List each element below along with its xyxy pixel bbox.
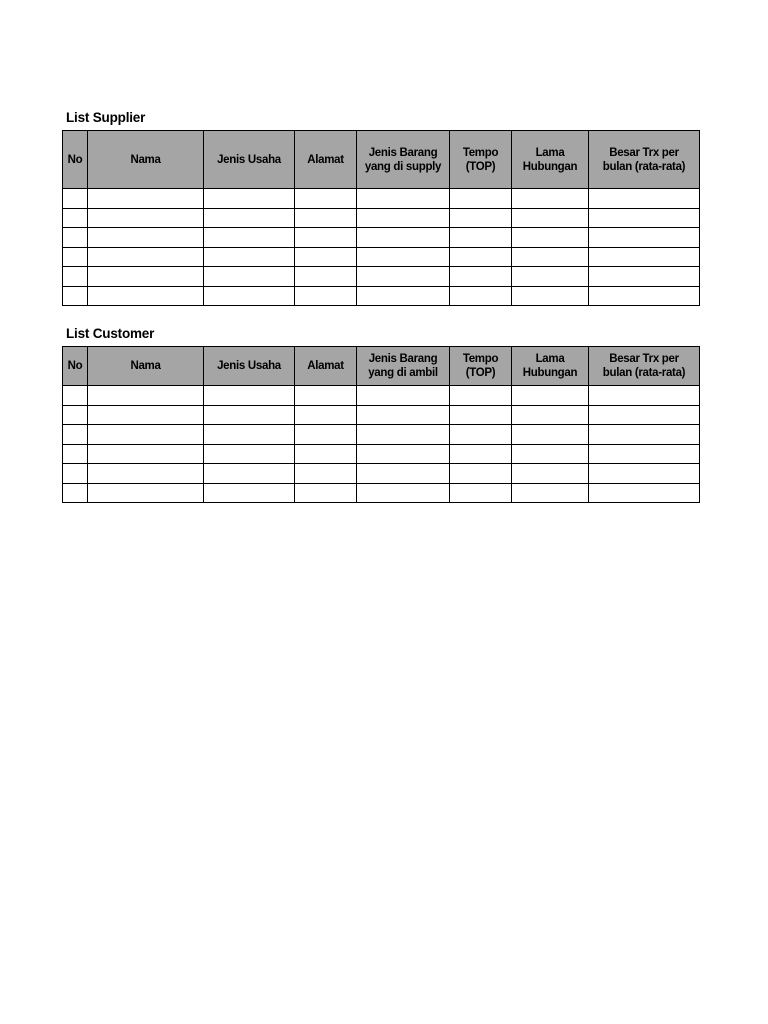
empty-cell[interactable] [295,228,357,248]
customer-section-title: List Customer [66,326,155,341]
empty-cell[interactable] [589,247,700,267]
empty-cell[interactable] [512,425,589,445]
header-jenis-barang: Jenis Barang yang di supply [357,131,450,189]
table-row [63,247,700,267]
customer-header-row [63,347,700,386]
empty-cell[interactable] [589,286,700,306]
empty-cell[interactable] [88,405,204,425]
empty-cell[interactable] [88,483,204,503]
empty-cell[interactable] [204,189,295,209]
header-jenis-usaha: Jenis Usaha [204,131,295,189]
empty-cell[interactable] [63,483,88,503]
empty-cell[interactable] [63,267,88,287]
empty-cell[interactable] [512,247,589,267]
empty-cell[interactable] [589,483,700,503]
empty-cell[interactable] [450,483,512,503]
empty-cell[interactable] [295,247,357,267]
empty-cell[interactable] [357,208,450,228]
supplier-header-row [63,131,700,189]
empty-cell[interactable] [512,228,589,248]
empty-cell[interactable] [512,208,589,228]
header-lama-hubungan: Lama Hubungan [512,131,589,189]
header-no: No [63,347,88,386]
empty-cell[interactable] [63,425,88,445]
supplier-rows [63,189,700,306]
empty-cell[interactable] [204,208,295,228]
empty-cell[interactable] [357,386,450,406]
empty-cell[interactable] [512,386,589,406]
empty-cell[interactable] [204,286,295,306]
empty-cell[interactable] [88,444,204,464]
empty-cell[interactable] [88,189,204,209]
customer-rows [63,386,700,503]
empty-cell[interactable] [295,444,357,464]
table-row [63,208,700,228]
empty-cell[interactable] [357,444,450,464]
empty-cell[interactable] [512,483,589,503]
header-jenis-barang: Jenis Barang yang di ambil [357,347,450,386]
empty-cell[interactable] [63,464,88,484]
empty-cell[interactable] [204,386,295,406]
empty-cell[interactable] [512,286,589,306]
empty-cell[interactable] [88,267,204,287]
empty-cell[interactable] [88,247,204,267]
empty-cell[interactable] [357,189,450,209]
empty-cell[interactable] [63,208,88,228]
empty-cell[interactable] [589,444,700,464]
header-nama: Nama [88,347,204,386]
empty-cell[interactable] [450,464,512,484]
empty-cell[interactable] [512,267,589,287]
empty-cell[interactable] [450,405,512,425]
table-row [63,405,700,425]
empty-cell[interactable] [589,425,700,445]
empty-cell[interactable] [589,405,700,425]
header-tempo: Tempo (TOP) [450,347,512,386]
table-row [63,267,700,287]
empty-cell[interactable] [295,483,357,503]
empty-cell[interactable] [357,483,450,503]
empty-cell[interactable] [450,425,512,445]
empty-cell[interactable] [204,228,295,248]
empty-cell[interactable] [589,208,700,228]
empty-cell[interactable] [295,267,357,287]
empty-cell[interactable] [450,386,512,406]
empty-cell[interactable] [357,247,450,267]
header-lama-hubungan: Lama Hubungan [512,347,589,386]
header-tempo: Tempo (TOP) [450,131,512,189]
empty-cell[interactable] [295,464,357,484]
customer-table [62,346,700,503]
empty-cell[interactable] [88,425,204,445]
header-alamat: Alamat [295,347,357,386]
empty-cell[interactable] [512,405,589,425]
header-nama: Nama [88,131,204,189]
empty-cell[interactable] [204,464,295,484]
empty-cell[interactable] [63,405,88,425]
empty-cell[interactable] [450,247,512,267]
table-row [63,189,700,209]
empty-cell[interactable] [589,189,700,209]
empty-cell[interactable] [450,189,512,209]
empty-cell[interactable] [88,286,204,306]
table-row [63,386,700,406]
empty-cell[interactable] [512,444,589,464]
empty-cell[interactable] [204,247,295,267]
empty-cell[interactable] [63,286,88,306]
header-no: No [63,131,88,189]
empty-cell[interactable] [357,405,450,425]
table-row [63,286,700,306]
empty-cell[interactable] [88,228,204,248]
header-alamat: Alamat [295,131,357,189]
empty-cell[interactable] [357,464,450,484]
empty-cell[interactable] [589,228,700,248]
empty-cell[interactable] [450,286,512,306]
table-row [63,483,700,503]
empty-cell[interactable] [63,247,88,267]
empty-cell[interactable] [295,189,357,209]
table-row [63,228,700,248]
empty-cell[interactable] [295,286,357,306]
empty-cell[interactable] [63,228,88,248]
empty-cell[interactable] [589,267,700,287]
empty-cell[interactable] [357,286,450,306]
empty-cell[interactable] [450,267,512,287]
empty-cell[interactable] [512,189,589,209]
header-besar-trx: Besar Trx per bulan (rata-rata) [589,131,700,189]
empty-cell[interactable] [512,464,589,484]
header-besar-trx: Besar Trx per bulan (rata-rata) [589,347,700,386]
empty-cell[interactable] [295,425,357,445]
empty-cell[interactable] [357,267,450,287]
empty-cell[interactable] [88,386,204,406]
empty-cell[interactable] [589,386,700,406]
empty-cell[interactable] [450,444,512,464]
empty-cell[interactable] [450,208,512,228]
empty-cell[interactable] [63,189,88,209]
supplier-section-title: List Supplier [66,110,146,125]
empty-cell[interactable] [204,425,295,445]
empty-cell[interactable] [63,444,88,464]
empty-cell[interactable] [295,405,357,425]
empty-cell[interactable] [357,425,450,445]
empty-cell[interactable] [295,386,357,406]
empty-cell[interactable] [450,228,512,248]
table-row [63,444,700,464]
empty-cell[interactable] [204,444,295,464]
empty-cell[interactable] [204,405,295,425]
empty-cell[interactable] [589,464,700,484]
empty-cell[interactable] [295,208,357,228]
empty-cell[interactable] [357,228,450,248]
empty-cell[interactable] [88,464,204,484]
supplier-table [62,130,700,306]
empty-cell[interactable] [88,208,204,228]
header-jenis-usaha: Jenis Usaha [204,347,295,386]
table-row [63,425,700,445]
empty-cell[interactable] [63,386,88,406]
empty-cell[interactable] [204,483,295,503]
empty-cell[interactable] [204,267,295,287]
table-row [63,464,700,484]
